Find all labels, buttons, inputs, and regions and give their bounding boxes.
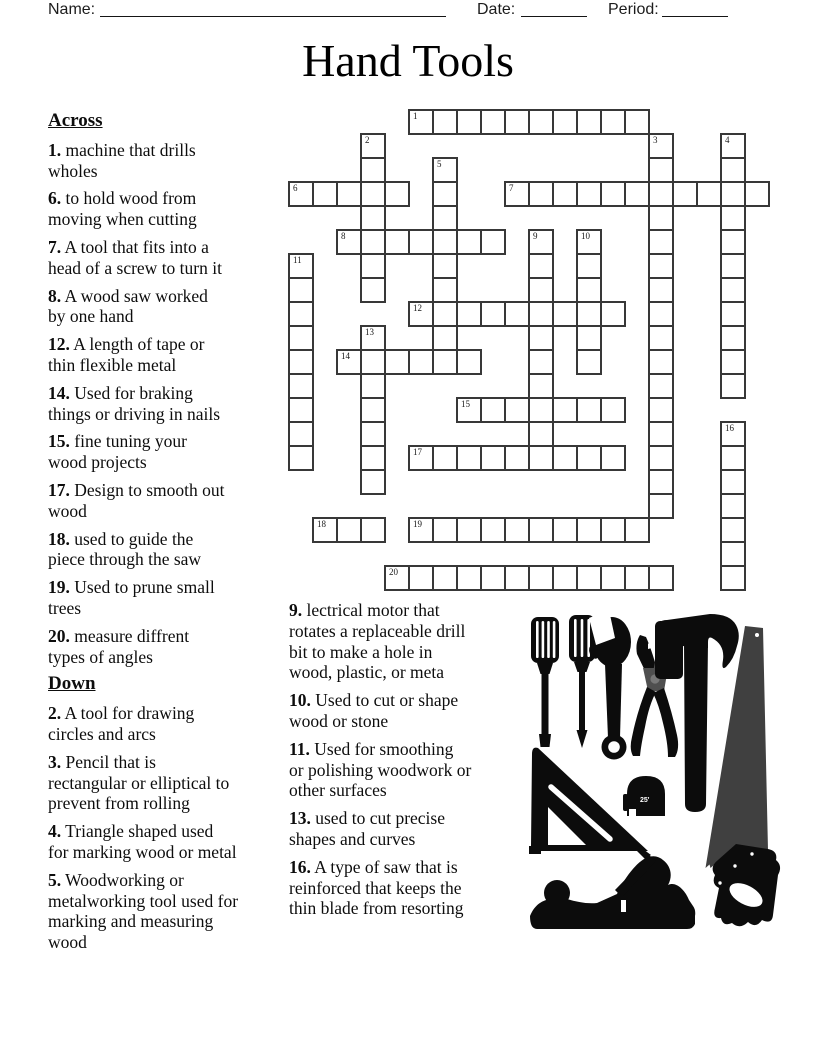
grid-cell[interactable] — [744, 181, 770, 207]
grid-cell-number: 20 — [389, 567, 398, 577]
grid-cell[interactable] — [456, 349, 482, 375]
grid-cell-number: 15 — [461, 399, 470, 409]
grid-cell[interactable] — [456, 397, 482, 423]
grid-cell[interactable] — [648, 349, 674, 375]
grid-cell[interactable] — [360, 133, 386, 159]
grid-cell-number: 11 — [293, 255, 302, 265]
grid-cell[interactable] — [288, 277, 314, 303]
grid-cell[interactable] — [528, 373, 554, 399]
grid-cell[interactable] — [456, 301, 482, 327]
grid-cell[interactable] — [624, 109, 650, 135]
grid-cell[interactable] — [288, 325, 314, 351]
grid-cell-number: 9 — [533, 231, 538, 241]
grid-cell[interactable] — [360, 157, 386, 183]
clue-item-across-15: 15. fine tuning your wood projects — [48, 431, 188, 473]
grid-cell[interactable] — [648, 493, 674, 519]
grid-cell[interactable] — [432, 157, 458, 183]
clue-item-down-11: 11. Used for smoothing or polishing woodwork or other surfaces — [289, 738, 472, 801]
grid-cell[interactable] — [288, 181, 314, 207]
grid-cell-number: 8 — [341, 231, 346, 241]
date-label: Date: — [477, 1, 516, 18]
grid-cell-number: 17 — [413, 447, 422, 457]
grid-cell[interactable] — [288, 421, 314, 447]
grid-cell[interactable] — [384, 229, 410, 255]
grid-cell[interactable] — [288, 349, 314, 375]
grid-cell[interactable] — [648, 397, 674, 423]
grid-cell[interactable] — [384, 349, 410, 375]
grid-cell-number: 13 — [365, 327, 374, 337]
grid-cell[interactable] — [720, 373, 746, 399]
grid-cell[interactable] — [312, 517, 338, 543]
grid-cell-number: 7 — [509, 183, 514, 193]
grid-cell[interactable] — [552, 181, 578, 207]
grid-cell[interactable] — [288, 253, 314, 279]
grid-cell[interactable] — [528, 349, 554, 375]
clue-item-across-17: 17. Design to smooth out wood — [48, 479, 225, 521]
grid-cell[interactable] — [720, 253, 746, 279]
grid-cell[interactable] — [408, 517, 434, 543]
grid-cell[interactable] — [336, 181, 362, 207]
grid-cell[interactable] — [360, 421, 386, 447]
grid-cell[interactable] — [576, 397, 602, 423]
clue-item-down-2: 2. A tool for drawing circles and arcs — [48, 703, 195, 744]
grid-cell[interactable] — [480, 517, 506, 543]
name-blank-line[interactable] — [100, 1, 446, 17]
grid-cell[interactable] — [552, 445, 578, 471]
grid-cell[interactable] — [432, 301, 458, 327]
grid-cell[interactable] — [360, 277, 386, 303]
grid-cell[interactable] — [600, 181, 626, 207]
grid-cell-number: 19 — [413, 519, 422, 529]
hand-plane-icon — [530, 846, 695, 929]
grid-cell[interactable] — [480, 301, 506, 327]
grid-cell[interactable] — [720, 277, 746, 303]
grid-cell[interactable] — [504, 109, 530, 135]
grid-cell[interactable] — [528, 517, 554, 543]
grid-cell[interactable] — [624, 517, 650, 543]
adjustable-wrench-icon — [587, 610, 631, 760]
grid-cell[interactable] — [528, 253, 554, 279]
grid-cell[interactable] — [720, 565, 746, 591]
grid-cell-number: 10 — [581, 231, 590, 241]
grid-cell[interactable] — [360, 229, 386, 255]
grid-cell[interactable] — [624, 181, 650, 207]
grid-cell[interactable] — [576, 445, 602, 471]
grid-cell[interactable] — [360, 397, 386, 423]
grid-cell[interactable] — [288, 301, 314, 327]
grid-cell[interactable] — [480, 397, 506, 423]
grid-cell[interactable] — [408, 445, 434, 471]
grid-cell[interactable] — [576, 253, 602, 279]
grid-cell[interactable] — [600, 565, 626, 591]
grid-cell[interactable] — [696, 181, 722, 207]
clue-column-right — [289, 600, 521, 926]
grid-cell[interactable] — [552, 301, 578, 327]
period-label: Period: — [608, 1, 659, 18]
grid-cell[interactable] — [432, 253, 458, 279]
grid-cell[interactable] — [552, 109, 578, 135]
clue-item-across-6: 6. to hold wood from moving when cutting — [48, 188, 197, 230]
grid-cell[interactable] — [648, 373, 674, 399]
grid-cell[interactable] — [600, 109, 626, 135]
grid-cell[interactable] — [456, 109, 482, 135]
date-blank-line[interactable] — [521, 1, 587, 17]
grid-cell[interactable] — [528, 109, 554, 135]
grid-cell[interactable] — [576, 565, 602, 591]
grid-cell[interactable] — [528, 445, 554, 471]
grid-cell[interactable] — [720, 181, 746, 207]
grid-cell[interactable] — [480, 565, 506, 591]
grid-cell[interactable] — [360, 445, 386, 471]
grid-cell[interactable] — [648, 325, 674, 351]
grid-cell[interactable] — [576, 229, 602, 255]
clue-column-left — [48, 111, 285, 960]
grid-cell[interactable] — [552, 517, 578, 543]
grid-cell[interactable] — [504, 565, 530, 591]
grid-cell[interactable] — [408, 229, 434, 255]
grid-cell[interactable] — [480, 109, 506, 135]
grid-cell[interactable] — [720, 517, 746, 543]
grid-cell[interactable] — [576, 277, 602, 303]
grid-cell[interactable] — [720, 157, 746, 183]
grid-cell[interactable] — [648, 133, 674, 159]
name-label: Name: — [48, 1, 96, 18]
grid-cell[interactable] — [360, 325, 386, 351]
down-clue-list-part2 — [289, 600, 521, 919]
grid-cell[interactable] — [720, 445, 746, 471]
grid-cell[interactable] — [648, 205, 674, 231]
period-blank-line[interactable] — [662, 1, 728, 17]
grid-cell[interactable] — [360, 253, 386, 279]
grid-cell[interactable] — [576, 349, 602, 375]
grid-cell[interactable] — [576, 181, 602, 207]
grid-cell[interactable] — [480, 229, 506, 255]
hand-tools-illustration — [505, 598, 810, 943]
grid-cell[interactable] — [480, 445, 506, 471]
grid-cell[interactable] — [288, 445, 314, 471]
tape-measure-label: 25' — [640, 797, 650, 804]
grid-cell[interactable] — [432, 277, 458, 303]
grid-cell[interactable] — [648, 565, 674, 591]
grid-cell[interactable] — [432, 205, 458, 231]
clue-item-across-7: 7. A tool that fits into a head of a screw to turn it — [48, 236, 222, 278]
grid-cell[interactable] — [456, 517, 482, 543]
grid-cell[interactable] — [720, 325, 746, 351]
grid-cell[interactable] — [720, 205, 746, 231]
grid-cell[interactable] — [504, 517, 530, 543]
grid-cell[interactable] — [384, 565, 410, 591]
grid-cell[interactable] — [312, 181, 338, 207]
grid-cell[interactable] — [504, 301, 530, 327]
grid-cell-number: 1 — [413, 111, 418, 121]
grid-cell[interactable] — [600, 397, 626, 423]
clue-item-across-12: 12. A length of tape or thin flexible metal — [48, 334, 205, 375]
grid-cell[interactable] — [576, 517, 602, 543]
down-clue-list-part1 — [48, 703, 285, 953]
grid-cell[interactable] — [648, 301, 674, 327]
grid-cell[interactable] — [408, 565, 434, 591]
clue-item-across-19: 19. Used to prune small trees — [48, 577, 215, 618]
grid-cell[interactable] — [504, 445, 530, 471]
grid-cell[interactable] — [552, 565, 578, 591]
grid-cell[interactable] — [600, 517, 626, 543]
grid-cell[interactable] — [528, 181, 554, 207]
grid-cell[interactable] — [408, 349, 434, 375]
grid-cell[interactable] — [360, 205, 386, 231]
grid-cell-number: 2 — [365, 135, 370, 145]
grid-cell[interactable] — [648, 277, 674, 303]
grid-cell[interactable] — [600, 445, 626, 471]
grid-cell[interactable] — [720, 541, 746, 567]
grid-cell[interactable] — [504, 181, 530, 207]
clue-item-across-18: 18. used to guide the piece through the saw — [48, 528, 202, 570]
tape-measure-icon — [623, 776, 665, 816]
grid-cell[interactable] — [528, 301, 554, 327]
grid-cell-number: 18 — [317, 519, 326, 529]
clue-item-down-16: 16. A type of saw that is reinforced that keeps the thin blade from resorting — [289, 856, 464, 919]
grid-cell[interactable] — [336, 517, 362, 543]
grid-cell[interactable] — [528, 325, 554, 351]
grid-cell[interactable] — [720, 421, 746, 447]
grid-cell[interactable] — [456, 229, 482, 255]
grid-cell[interactable] — [528, 565, 554, 591]
grid-cell[interactable] — [432, 109, 458, 135]
grid-cell[interactable] — [432, 181, 458, 207]
clue-item-down-10: 10. Used to cut or shape wood or stone — [289, 690, 459, 731]
grid-cell-number: 14 — [341, 351, 350, 361]
grid-cell-number: 4 — [725, 135, 730, 145]
grid-cell-number: 3 — [653, 135, 658, 145]
grid-cell[interactable] — [528, 277, 554, 303]
grid-cell[interactable] — [408, 109, 434, 135]
clue-item-down-5: 5. Woodworking or metalworking tool used for marking and measuring wood — [48, 869, 239, 953]
grid-cell-number: 6 — [293, 183, 298, 193]
grid-cell[interactable] — [360, 181, 386, 207]
grid-cell[interactable] — [456, 445, 482, 471]
grid-cell[interactable] — [336, 229, 362, 255]
grid-cell[interactable] — [672, 181, 698, 207]
grid-cell[interactable] — [432, 565, 458, 591]
grid-cell[interactable] — [432, 517, 458, 543]
grid-cell[interactable] — [360, 373, 386, 399]
grid-cell[interactable] — [336, 349, 362, 375]
grid-cell-number: 16 — [725, 423, 734, 433]
clue-item-down-3: 3. Pencil that is rectangular or elliptical to prevent from rolling — [48, 751, 230, 814]
grid-cell[interactable] — [720, 469, 746, 495]
clue-item-down-9: 9. lectrical motor that rotates a replaceable drill bit to make a hole in wood, plastic, or meta — [289, 600, 466, 683]
grid-cell[interactable] — [288, 373, 314, 399]
clue-item-across-14: 14. Used for braking things or driving in nails — [48, 382, 221, 424]
across-heading: Across — [48, 110, 103, 131]
grid-cell[interactable] — [360, 469, 386, 495]
down-heading: Down — [48, 673, 96, 695]
grid-cell[interactable] — [720, 349, 746, 375]
grid-cell[interactable] — [648, 157, 674, 183]
flat-screwdriver-icon — [531, 617, 559, 747]
grid-cell[interactable] — [648, 229, 674, 255]
grid-cell[interactable] — [528, 421, 554, 447]
grid-cell[interactable] — [432, 349, 458, 375]
grid-cell[interactable] — [432, 325, 458, 351]
page-title: Hand Tools — [302, 35, 514, 86]
grid-cell[interactable] — [288, 397, 314, 423]
handsaw-icon — [713, 844, 780, 926]
grid-cell[interactable] — [360, 517, 386, 543]
across-clue-list — [48, 140, 285, 668]
grid-cell[interactable] — [648, 253, 674, 279]
grid-cell[interactable] — [504, 397, 530, 423]
phillips-screwdriver-icon — [569, 615, 595, 748]
grid-cell[interactable] — [648, 421, 674, 447]
grid-cell-number: 12 — [413, 303, 422, 313]
clue-item-across-1: 1. machine that drills wholes — [48, 139, 196, 181]
grid-cell[interactable] — [384, 181, 410, 207]
saw-blade-icon — [706, 626, 769, 868]
grid-cell[interactable] — [624, 565, 650, 591]
grid-cell[interactable] — [360, 349, 386, 375]
grid-cell[interactable] — [408, 301, 434, 327]
grid-cell[interactable] — [648, 445, 674, 471]
grid-cell[interactable] — [432, 229, 458, 255]
grid-cell[interactable] — [720, 133, 746, 159]
grid-cell[interactable] — [552, 397, 578, 423]
grid-cell[interactable] — [576, 109, 602, 135]
grid-cell[interactable] — [720, 493, 746, 519]
grid-cell[interactable] — [576, 301, 602, 327]
grid-cell[interactable] — [600, 301, 626, 327]
grid-cell[interactable] — [576, 325, 602, 351]
clue-item-across-8: 8. A wood saw worked by one hand — [48, 285, 208, 327]
grid-cell[interactable] — [648, 469, 674, 495]
grid-cell[interactable] — [432, 445, 458, 471]
grid-cell[interactable] — [456, 565, 482, 591]
grid-cell-number: 5 — [437, 159, 442, 169]
grid-cell[interactable] — [720, 229, 746, 255]
grid-cell[interactable] — [720, 301, 746, 327]
grid-cell[interactable] — [528, 397, 554, 423]
grid-cell[interactable] — [528, 229, 554, 255]
clue-item-down-4: 4. Triangle shaped used for marking wood or metal — [48, 821, 237, 862]
clue-item-across-20: 20. measure diffrent types of angles — [48, 625, 190, 667]
grid-cell[interactable] — [648, 181, 674, 207]
clue-item-down-13: 13. used to cut precise shapes and curves — [289, 808, 445, 849]
